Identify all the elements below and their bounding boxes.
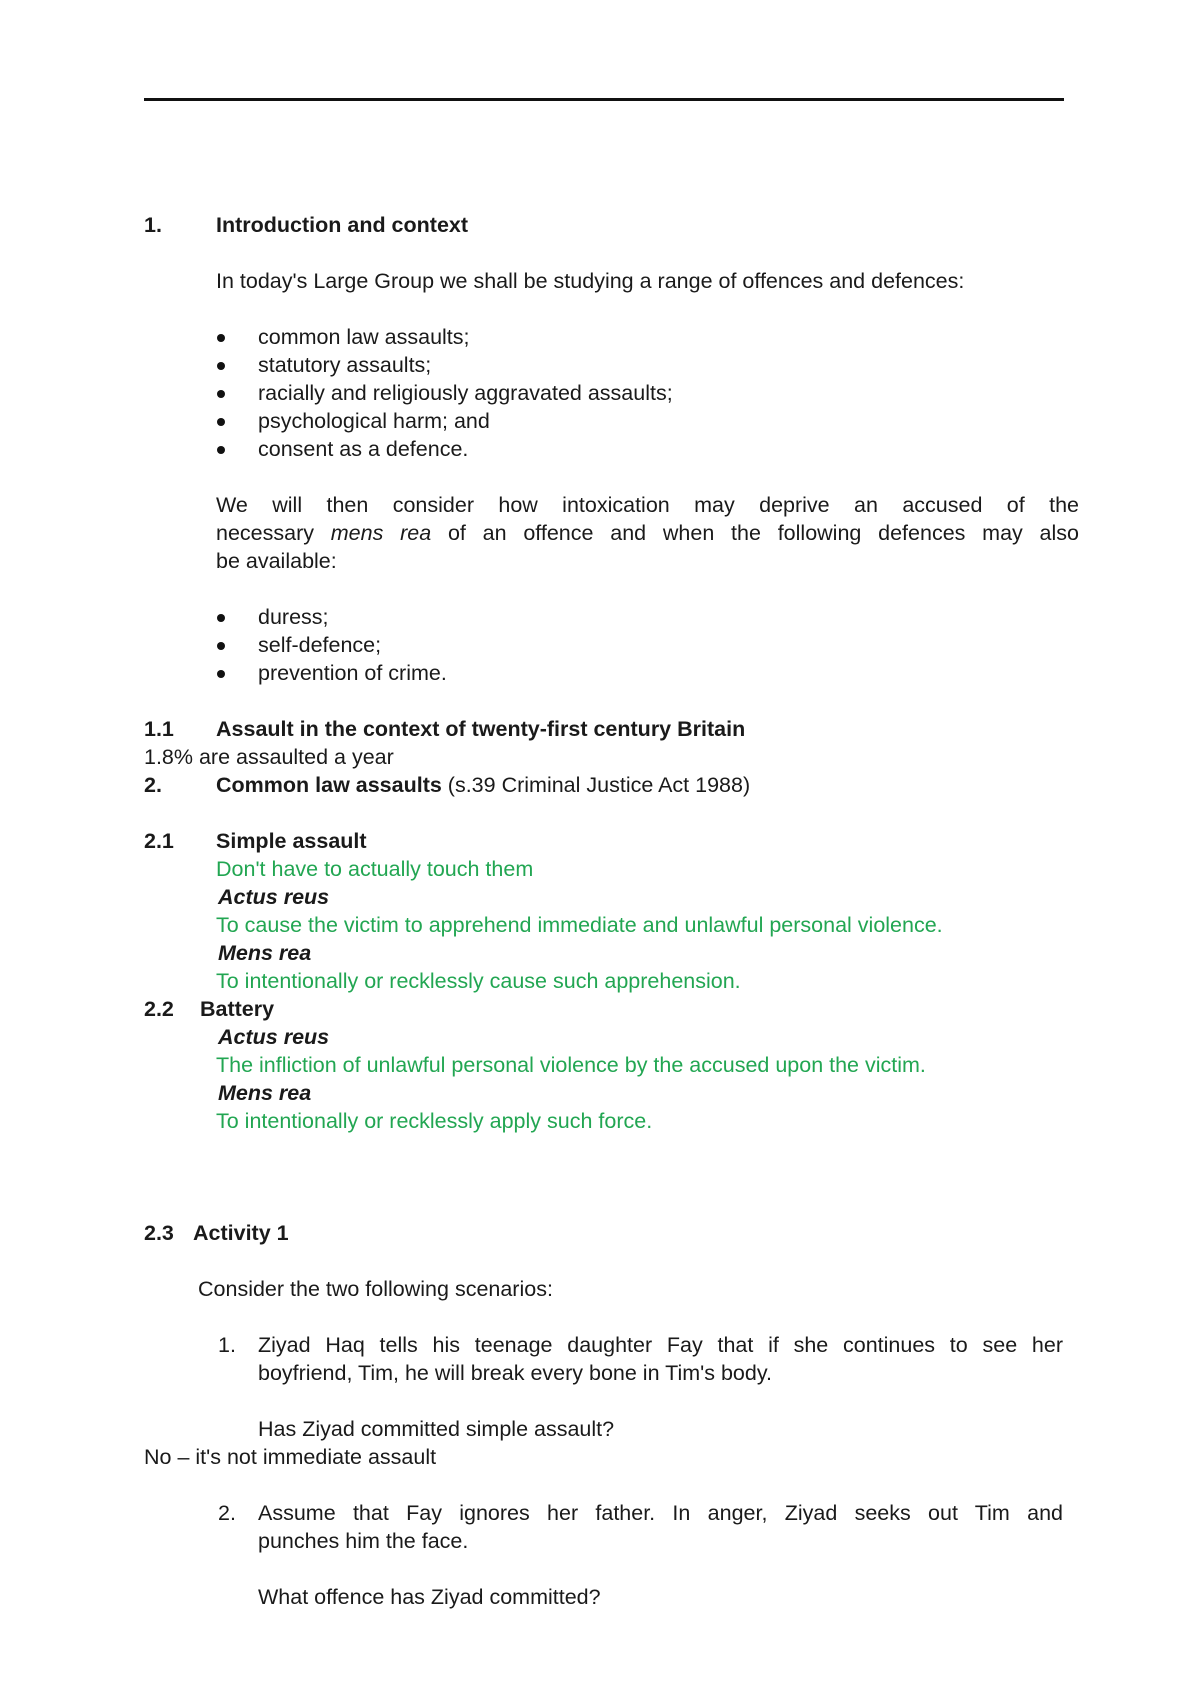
scenario-1-line: Ziyad Haq tells his teenage daughter Fay that if she continues to see her [258,1333,1063,1357]
paragraph-line: be available: [216,549,337,573]
list-item: prevention of crime. [258,661,447,685]
section-2-1-number: 2.1 [144,829,174,853]
section-2-number: 2. [144,773,162,797]
mens-rea-text: To intentionally or recklessly apply such force. [216,1109,653,1133]
bullet-icon [217,642,225,650]
header-rule [144,98,1064,101]
bullet-icon [217,362,225,370]
mens-rea-label: Mens rea [218,1081,312,1105]
section-2-title: Common law assaults [216,773,442,797]
section-2-2-number: 2.2 [144,997,174,1021]
scenario-2-number: 2. [218,1501,236,1525]
actus-reus-label: Actus reus [218,1025,330,1049]
section-2-1-title: Simple assault [216,829,367,853]
bullet-icon [217,334,225,342]
bullet-icon [217,670,225,678]
paragraph-text: of an offence and when the following defences may also [431,521,1079,545]
section-2-3-number: 2.3 [144,1221,174,1245]
scenario-1-number: 1. [218,1333,236,1357]
section-1-number: 1. [144,213,162,237]
scenario-1-line: boyfriend, Tim, he will break every bone in Tim's body. [258,1361,772,1385]
actus-reus-label: Actus reus [218,885,330,909]
bullet-icon [217,390,225,398]
list-item: psychological harm; and [258,409,490,433]
paragraph-text: necessary [216,521,331,545]
scenario-1-answer: No – it's not immediate assault [144,1445,437,1469]
section-1-1-note: 1.8% are assaulted a year [144,745,394,769]
mens-rea-italic: mens rea [330,521,432,545]
scenario-2-line: Assume that Fay ignores her father. In anger, Ziyad seeks out Tim and [258,1501,1063,1525]
list-item: consent as a defence. [258,437,469,461]
bullet-icon [217,614,225,622]
actus-reus-text: To cause the victim to apprehend immediate and unlawful personal violence. [216,913,943,937]
bullet-icon [217,418,225,426]
section-1-1-number: 1.1 [144,717,174,741]
section-1-title: Introduction and context [216,213,469,237]
section-2-3-intro: Consider the two following scenarios: [198,1277,553,1301]
section-1-intro: In today's Large Group we shall be studying a range of offences and defences: [216,269,965,293]
section-2-3-title: Activity 1 [193,1221,289,1245]
list-item: common law assaults; [258,325,470,349]
scenario-2-question: What offence has Ziyad committed? [258,1585,601,1609]
mens-rea-text: To intentionally or recklessly cause such apprehension. [216,969,741,993]
section-2-1-note: Don't have to actually touch them [216,857,534,881]
section-2-heading [216,771,750,799]
section-2-ref: (s.39 Criminal Justice Act 1988) [441,773,751,797]
paragraph-line: We will then consider how intoxication may deprive an accused of the [216,493,1079,517]
scenario-2-line: punches him the face. [258,1529,469,1553]
list-item: self-defence; [258,633,382,657]
scenario-1-question: Has Ziyad committed simple assault? [258,1417,615,1441]
list-item: racially and religiously aggravated assaults; [258,381,673,405]
actus-reus-text: The infliction of unlawful personal violence by the accused upon the victim. [216,1053,926,1077]
paragraph-line [216,519,1079,547]
mens-rea-label: Mens rea [218,941,312,965]
section-1-1-title: Assault in the context of twenty-first century Britain [216,717,746,741]
list-item: statutory assaults; [258,353,432,377]
list-item: duress; [258,605,329,629]
bullet-icon [217,446,225,454]
section-2-2-title: Battery [200,997,275,1021]
